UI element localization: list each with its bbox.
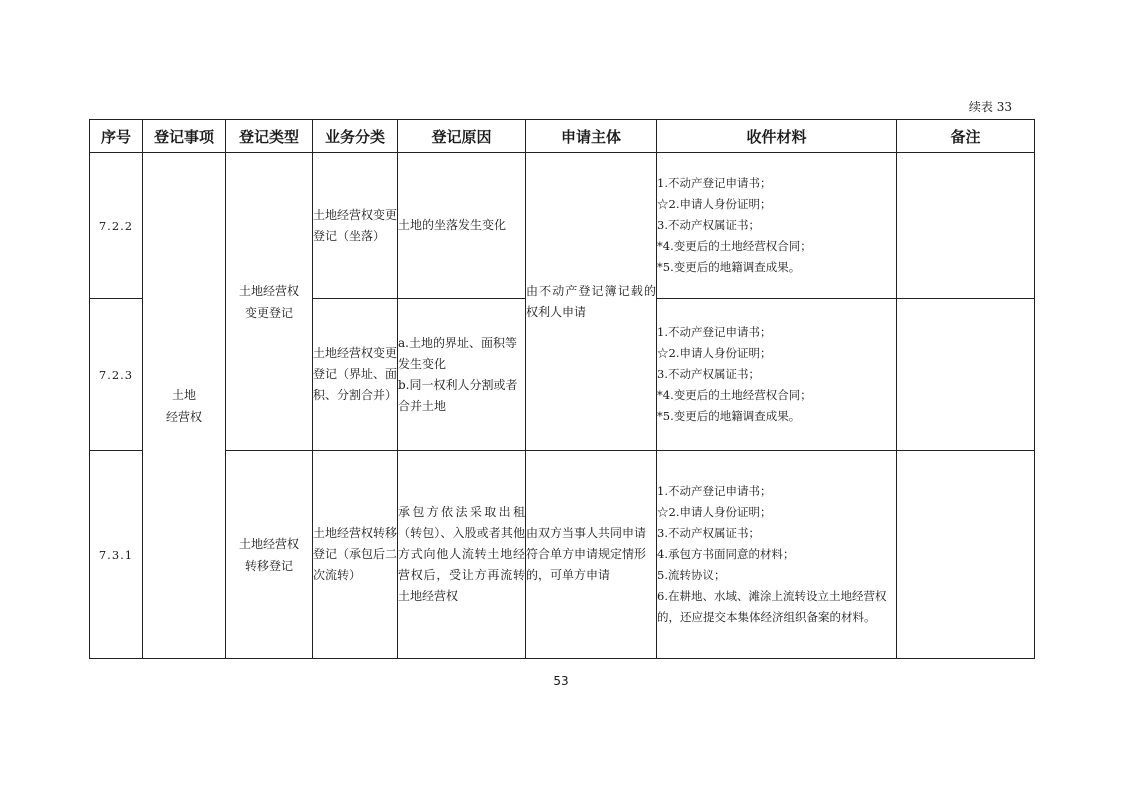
- registration-item: 土地 经营权: [165, 387, 202, 424]
- material-item: *4.变更后的土地经营权合同；: [657, 388, 812, 402]
- applicant: 由不动产登记簿记载的权利人申请: [526, 283, 656, 319]
- material-item: 3.不动产权属证书；: [657, 218, 760, 232]
- header-registration-reason: 登记原因: [398, 120, 526, 153]
- material-item: ☆2.申请人身份证明；: [657, 346, 772, 360]
- page-number: 53: [553, 674, 569, 688]
- business-category: 土地经营权转移登记（承包后二次流转）: [313, 526, 398, 582]
- material-item: 3.不动产权属证书；: [657, 526, 760, 540]
- registration-reason: a.土地的界址、面积等发生变化 b.同一权利人分割或者合并土地: [398, 335, 518, 413]
- material-item: 1.不动产登记申请书；: [657, 325, 772, 339]
- applicant: 由双方当事人共同申请 符合单方申请规定情形的，可单方申请: [526, 526, 647, 582]
- registration-reason: 承包方依法采取出租（转包）、入股或者其他方式向他人流转土地经营权后，受让方再流转土地经营权: [398, 505, 525, 603]
- remarks-cell: [897, 299, 1035, 451]
- material-item: *5.变更后的地籍调查成果。: [657, 260, 801, 274]
- registration-table: [89, 119, 1035, 659]
- header-registration-type: 登记类型: [226, 120, 313, 153]
- materials-list: [657, 173, 896, 278]
- business-category: 土地经营权变更登记（坐落）: [313, 207, 398, 243]
- header-seq: 序号: [90, 120, 143, 153]
- registration-reason: 土地的坐落发生变化: [398, 218, 507, 232]
- row-seq: 7.2.3: [98, 367, 134, 382]
- row-seq: 7.3.1: [98, 547, 134, 562]
- row-seq: 7.2.2: [98, 218, 134, 233]
- material-item: 4.承包方书面同意的材料；: [657, 547, 795, 561]
- material-item: 1.不动产登记申请书；: [657, 484, 772, 498]
- material-item: ☆2.申请人身份证明；: [657, 197, 772, 211]
- business-category: 土地经营权变更登记（界址、面积、分割合并）: [313, 346, 398, 402]
- continued-table-label: 续表 33: [968, 100, 1012, 114]
- material-item: ☆2.申请人身份证明；: [657, 505, 772, 519]
- materials-list: [657, 322, 896, 427]
- header-applicant: 申请主体: [526, 120, 657, 153]
- table-row: [90, 451, 1035, 659]
- material-item: 6.在耕地、水域、滩涂上流转设立土地经营权的，还应提交本集体经济组织备案的材料。: [657, 589, 887, 624]
- header-row: [90, 120, 1035, 153]
- material-item: *4.变更后的土地经营权合同；: [657, 239, 812, 253]
- table-row: [90, 153, 1035, 299]
- header-remarks: 备注: [897, 120, 1035, 153]
- materials-list: [657, 481, 896, 628]
- material-item: 3.不动产权属证书；: [657, 367, 760, 381]
- material-item: 5.流转协议；: [657, 568, 726, 582]
- material-item: *5.变更后的地籍调查成果。: [657, 409, 801, 423]
- header-registration-item: 登记事项: [143, 120, 226, 153]
- header-business-category: 业务分类: [313, 120, 398, 153]
- remarks-cell: [897, 153, 1035, 299]
- registration-type: 土地经营权 转移登记: [238, 536, 299, 573]
- registration-type: 土地经营权 变更登记: [238, 283, 299, 320]
- material-item: 1.不动产登记申请书；: [657, 176, 772, 190]
- remarks-cell: [897, 451, 1035, 659]
- header-materials: 收件材料: [657, 120, 897, 153]
